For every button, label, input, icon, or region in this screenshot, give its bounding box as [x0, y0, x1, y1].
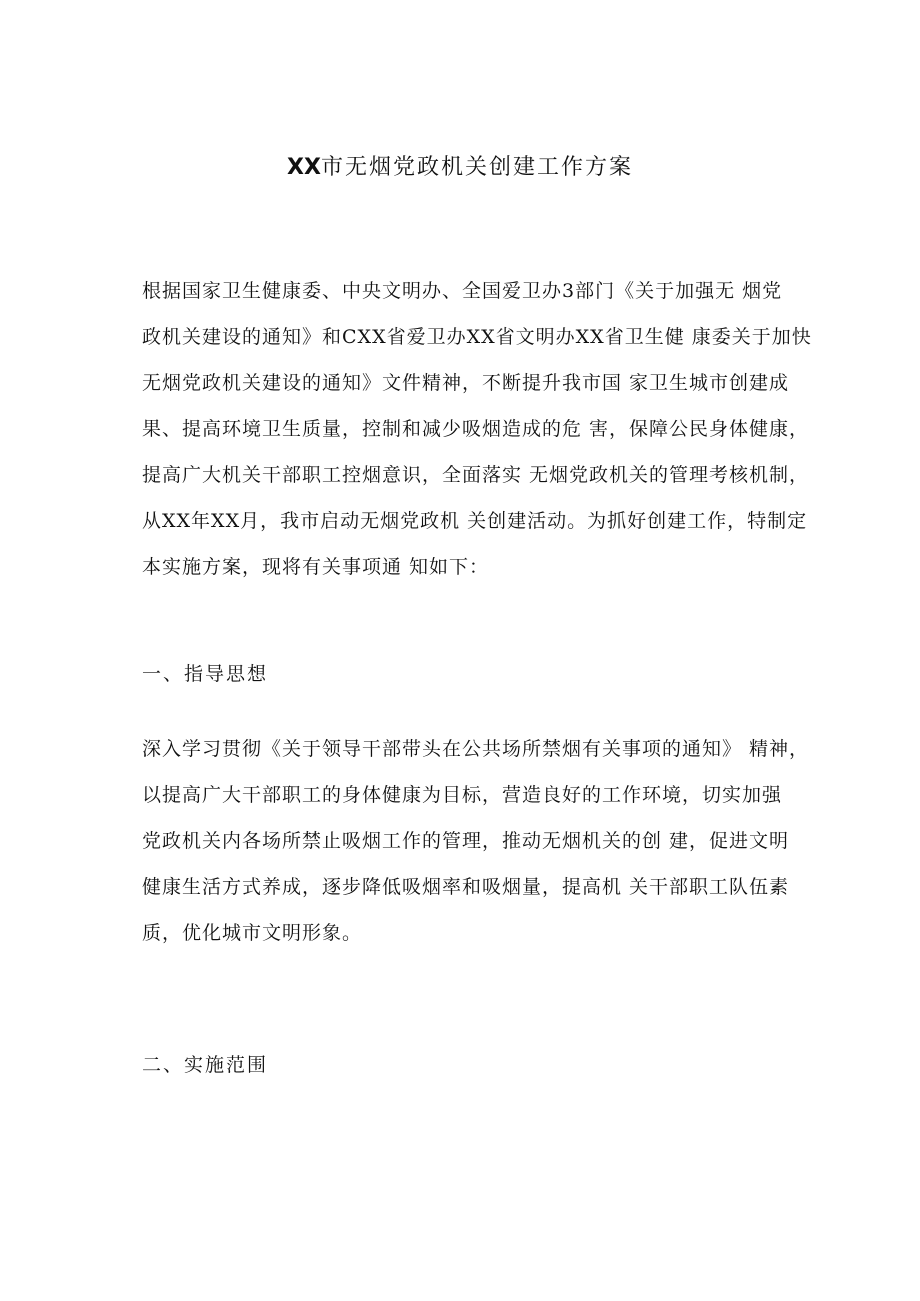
paragraph-line: 无烟党政机关建设的通知》文件精神，不断提升我市国 家卫生城市创建成	[142, 372, 790, 394]
paragraph-line: 根据国家卫生健康委、中央文明办、全国爱卫办3部门《关于加强无 烟党	[142, 280, 783, 302]
paragraph-line: 提高广大机关干部职工控烟意识，全面落实 无烟党政机关的管理考核机制，	[142, 464, 810, 486]
paragraph-line: 本实施方案，现将有关事项通 知如下：	[142, 556, 490, 578]
document-title	[0, 150, 920, 186]
title-text: 市无烟党政机关创建工作方案	[320, 155, 633, 180]
paragraph-line: 党政机关内各场所禁止吸烟工作的管理，推动无烟机关的创 建，促进文明	[142, 830, 790, 852]
paragraph-line: 以提高广大干部职工的身体健康为目标，营造良好的工作环境，切实加强	[142, 784, 783, 806]
paragraph-line: 深入学习贯彻《关于领导干部带头在公共场所禁烟有关事项的通知》 精神，	[142, 738, 810, 760]
intro-paragraph	[142, 268, 812, 590]
section-heading-guiding-ideology: 一、指导思想	[142, 663, 269, 685]
guiding-ideology-paragraph	[142, 726, 810, 956]
paragraph-line: 政机关建设的通知》和CXX省爱卫办XX省文明办XX省卫生健 康委关于加快	[142, 326, 812, 348]
paragraph-line: 健康生活方式养成，逐步降低吸烟率和吸烟量，提高机 关干部职工队伍素	[142, 876, 790, 898]
paragraph-line: 从XX年XX月，我市启动无烟党政机 关创建活动。为抓好创建工作，特制定	[142, 510, 808, 532]
section-heading-scope: 二、实施范围	[142, 1054, 269, 1076]
paragraph-line: 果、提高环境卫生质量，控制和减少吸烟造成的危 害，保障公民身体健康，	[142, 418, 810, 440]
paragraph-line: 质，优化城市文明形象。	[142, 922, 363, 944]
title-prefix: XX	[287, 155, 321, 180]
